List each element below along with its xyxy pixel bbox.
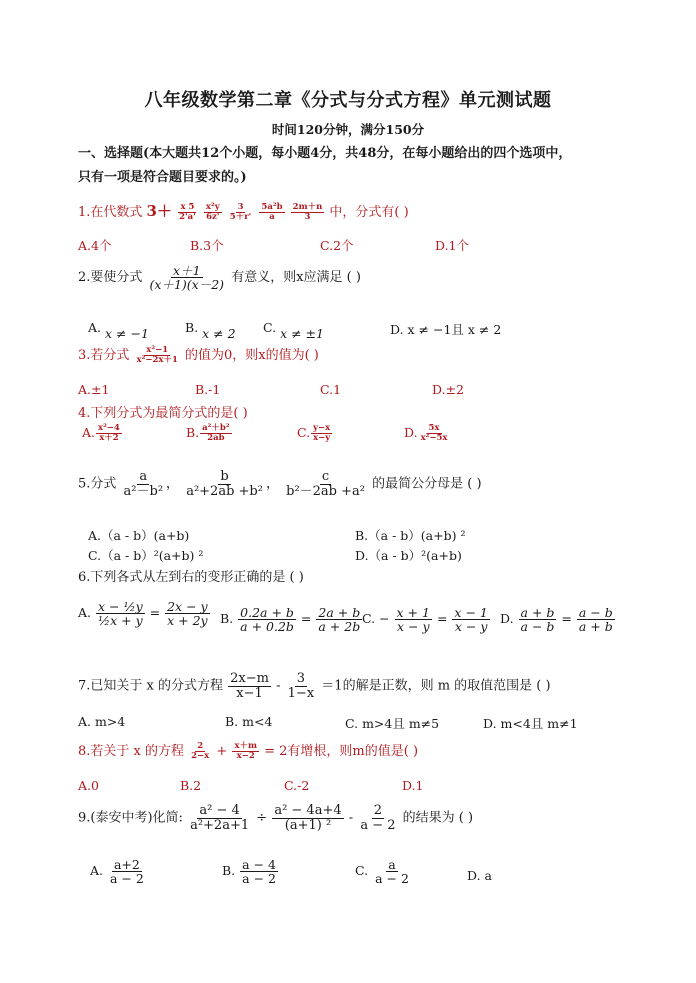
q2-option-d[interactable]: D. x ≠ −1且 x ≠ 2: [390, 322, 502, 337]
q7-option-d[interactable]: D. m<4且 m≠1: [483, 716, 578, 731]
q9-option-c[interactable]: C. $\frac{a}{a - 2}$: [355, 857, 409, 887]
q7-frac-1: $\frac{2x-m}{x-1}$: [230, 671, 269, 701]
q4-option-a[interactable]: A. $\frac{\text{x²−4}}{x+2}$: [82, 423, 120, 443]
q8-option-d[interactable]: D.1: [402, 778, 424, 793]
q6-option-b[interactable]: B. $\frac{0.2a + b}{a + 0.2b}$ = $\frac{2a + b}{a + 2b}$: [220, 605, 361, 635]
q3-fraction: $\frac{\text{x²−1}}{\text{x²−2x＋1}}$: [136, 345, 178, 365]
page-title: 八年级数学第二章《分式与分式方程》单元测试题: [144, 90, 552, 111]
q8-frac-2: $\frac{x+m}{x-2}$: [234, 741, 257, 761]
q5-prefix: 5.分式: [78, 476, 117, 492]
q3-option-d[interactable]: D.±2: [432, 382, 464, 397]
section-instructions-line1: 一、选择题(本大题共12个小题，每小题4分，共48分，在每小题给出的四个选项中，: [78, 146, 572, 161]
q8-option-c[interactable]: C.-2: [284, 778, 310, 793]
q2-suffix: 有意义，则x应满足 ( ): [231, 270, 361, 286]
q9-frac-1: $\frac{\text{a² − 4}}{\text{a²+2a+1}}$: [190, 803, 250, 833]
q1-option-d[interactable]: D.1个: [435, 238, 470, 253]
q5-option-b[interactable]: B.（a - b）(a+b) ²: [355, 528, 466, 543]
q8-option-a[interactable]: A.0: [78, 778, 99, 793]
question-3-stem: [78, 344, 319, 365]
q1-frac-4: $\frac{\text{5a²b}}{a}$: [261, 202, 283, 222]
q7-prefix: 7.已知关于 x 的分式方程: [78, 678, 223, 694]
q2-option-b[interactable]: B. x ≠ 2: [185, 320, 236, 341]
q1-option-b[interactable]: B.3个: [190, 238, 224, 253]
q7-frac-2: $\frac{3}{1-x}$: [287, 671, 315, 701]
q7-option-b[interactable]: B. m<4: [225, 714, 273, 729]
q6-option-a[interactable]: A. $\frac{\text{x − ½y}}{\text{½x + y}}$ = $\frac{2x - y}{x + 2y}$: [78, 599, 208, 629]
q8-option-b[interactable]: B.2: [180, 778, 202, 793]
q7-suffix: ＝1的解是正数，则 m 的取值范围是 ( ): [321, 678, 551, 694]
q5-option-d[interactable]: D.（a - b）²(a+b): [355, 548, 462, 563]
question-7-stem: 7.已知关于 x 的分式方程 $\frac{2x-m}{x-1}$ - $\frac{3}{1-x}$ ＝1的解是正数，则 m 的取值范围是 ( ): [78, 671, 551, 701]
q3-suffix: 的值为0，则x的值为( ): [185, 348, 319, 363]
question-2-stem: [78, 264, 361, 291]
q9-option-b[interactable]: B. $\frac{a - 4}{a - 2}$: [222, 857, 276, 887]
q1-frac-1: $\frac{x 5}{2'a'}$: [179, 202, 196, 222]
q1-option-c[interactable]: C.2个: [320, 238, 354, 253]
q9-prefix: 9.(泰安中考)化简:: [78, 810, 183, 826]
q3-option-b[interactable]: B.-1: [195, 382, 221, 397]
q2-fraction: $\frac{x+1}{(x+1)(x-2)}$: [149, 263, 225, 293]
q9-option-d[interactable]: D. a: [467, 868, 492, 883]
section-instructions-line2: 只有一项是符合题目要求的。): [78, 170, 247, 185]
q8-prefix: 8.若关于 x 的方程: [78, 744, 184, 759]
question-6-stem: 6.下列各式从左到右的变形正确的是 ( ): [78, 570, 304, 585]
q5-frac-1: $\frac{a}{\text{a²－b²}}$: [123, 469, 164, 499]
q1-frac-2: $\frac{\text{x²y}}{6z'}$: [205, 202, 220, 222]
question-5-stem: 5.分式 $\frac{a}{\text{a²－b²}}$ ， $\frac{b}{\text{a²+2ab +b²}}$ ， $\frac{c}{\text{b²－2ab +a²}}$ 的最简公分母是 ( ): [78, 469, 482, 499]
q4-option-d[interactable]: D. $\frac{5x}{\text{x²−5x}}$: [404, 423, 448, 443]
q5-suffix: 的最简公分母是 ( ): [372, 476, 482, 492]
question-9-stem: 9.(泰安中考)化简: $\frac{\text{a² − 4}}{\text{a²+2a+1}}$ ÷ $\frac{\text{a² − 4a+4}}{\text{(a+1) ²}}$ - $\frac{2}{a - 2}$ 的结果为 ( ): [78, 803, 474, 833]
q1-frac-5: $\frac{2m+n}{3}$: [292, 202, 323, 222]
q3-option-c[interactable]: C.1: [320, 382, 342, 397]
q9-frac-3: $\frac{2}{a - 2}$: [360, 803, 396, 833]
q5-option-c[interactable]: C.（a - b）²(a+b) ²: [88, 548, 204, 563]
q1-suffix: 中，分式有( ): [329, 205, 409, 220]
q1-frac-3: $\frac{3}{5+r'}$: [229, 202, 252, 222]
q5-frac-2: $\frac{b}{\text{a²+2ab +b²}}$: [186, 469, 263, 499]
question-8-stem: 8.若关于 x 的方程 $\frac{2}{2-x}$ + $\frac{x+m}{x-2}$ = 2有增根，则m的值是( ): [78, 741, 419, 761]
q9-suffix: 的结果为 ( ): [402, 810, 474, 826]
q1-prefix: 1.在代数式: [78, 205, 143, 220]
q8-suffix: = 2有增根，则m的值是( ): [264, 744, 419, 759]
q3-prefix: 3.若分式: [78, 348, 130, 363]
exam-time-info: 时间120分钟，满分150分: [271, 122, 425, 137]
question-1-stem: [78, 200, 409, 222]
q2-option-c[interactable]: C. x ≠ ±1: [263, 320, 324, 341]
q9-frac-2: $\frac{\text{a² − 4a+4}}{\text{(a+1) ²}}$: [274, 803, 342, 833]
q2-option-a[interactable]: A. x ≠ −1: [88, 320, 149, 341]
q1-option-a[interactable]: A.4个: [78, 238, 112, 253]
q1-expr-head: 3＋: [146, 202, 172, 220]
q9-option-a[interactable]: A. $\frac{a+2}{a - 2}$: [90, 857, 144, 887]
q7-option-c[interactable]: C. m>4且 m≠5: [345, 716, 440, 731]
q2-prefix: 2.要使分式: [78, 270, 143, 286]
q3-option-a[interactable]: A.±1: [78, 382, 110, 397]
q5-frac-3: $\frac{c}{\text{b²－2ab +a²}}$: [286, 469, 365, 499]
q8-frac-1: $\frac{2}{2-x}$: [191, 741, 210, 761]
q6-option-d[interactable]: D. $\frac{a + b}{a - b}$ = $\frac{a - b}{a + b}$: [500, 605, 613, 635]
q7-option-a[interactable]: A. m>4: [78, 714, 126, 729]
q4-option-c[interactable]: C. $\frac{y-x}{x-y}$: [297, 423, 331, 443]
q5-option-a[interactable]: A.（a - b）(a+b): [88, 528, 190, 543]
q6-option-c[interactable]: C. − $\frac{x + 1}{x - y}$ = $\frac{x - 1}{x - y}$: [362, 605, 488, 635]
q4-option-b[interactable]: B. $\frac{\text{a²＋b²}}{2ab}$: [186, 423, 230, 443]
question-4-stem: 4.下列分式为最简分式的是( ): [78, 406, 248, 421]
